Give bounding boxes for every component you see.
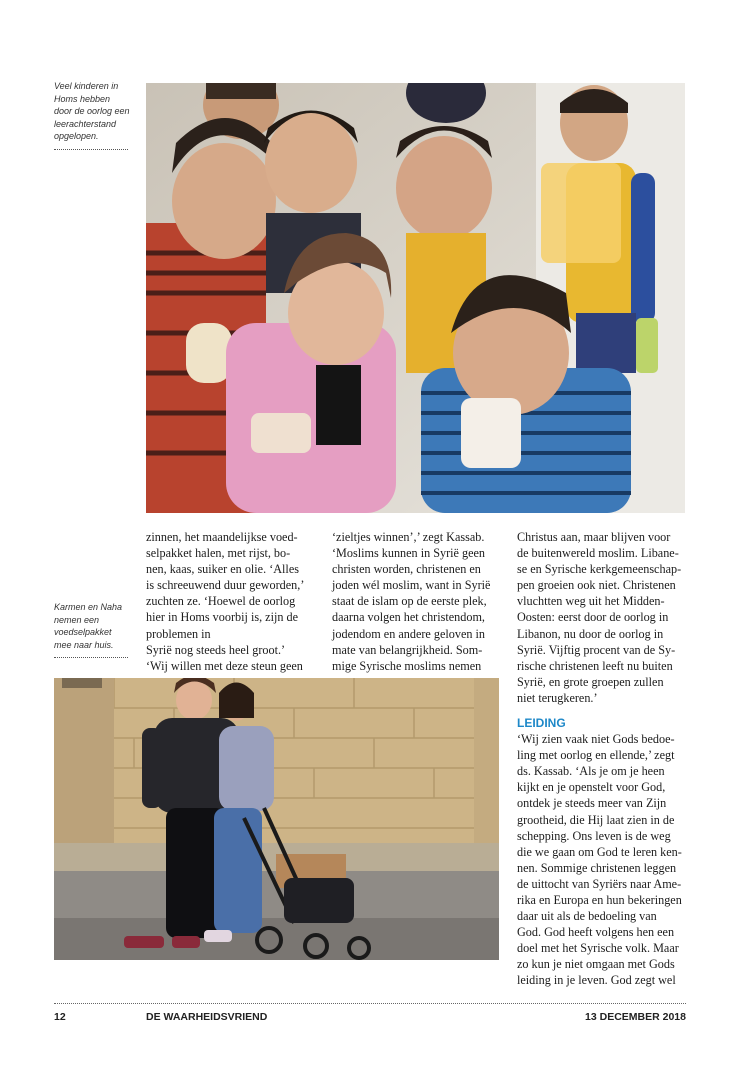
text-line: God. God heeft volgens hen een — [517, 925, 675, 940]
text-line: Oosten: eerst door de oorlog in — [517, 610, 669, 625]
text-line: staat de islam op de eerste plek, — [332, 594, 487, 609]
text-line: mige Syrische moslims nemen — [332, 658, 482, 673]
text-line: problemen in — [146, 626, 211, 641]
text-line: ds. Kassab. ‘Als je om je heen — [517, 764, 665, 779]
text-line: vluchtten weg uit het Midden- — [517, 594, 665, 609]
text-line: christen worden, christenen en — [332, 562, 481, 577]
text-line: daarna volgen het christendom, — [332, 610, 485, 625]
text-line: rika en Europa en hun bekeringen — [517, 892, 682, 907]
text-line: de uittocht van Syriërs naar Ame- — [517, 876, 682, 891]
children-photo — [146, 83, 685, 513]
text-line: ‘Moslims kunnen in Syrië geen — [332, 546, 486, 561]
text-line: zuchten ze. ‘Hoewel de oorlog — [146, 594, 296, 609]
text-line: niet terugkeren.’ — [517, 690, 598, 705]
text-line: ontdek je steeds meer van Zijn — [517, 796, 667, 811]
text-line: jodendom en andere geloven in — [332, 626, 485, 641]
text-line: Libanon, nu door de oorlog in — [517, 626, 664, 641]
text-line: die we gaan om God te leren ken- — [517, 844, 682, 859]
caption-text: Karmen en Naha nemen een voedselpakket mee naar huis. — [54, 602, 123, 650]
text-line: schepping. Ons leven is de weg — [517, 828, 671, 843]
article-column-2 — [332, 529, 490, 674]
text-line: mate van belangrijkheid. Som- — [332, 642, 483, 657]
text-line: ling met oorlog en ellende,’ zegt — [517, 748, 675, 763]
article-column-3 — [517, 529, 682, 989]
text-line: is schreeuwend duur geworden,’ — [146, 578, 305, 593]
text-line: ‘Wij willen met deze steun geen — [146, 658, 303, 673]
caption-divider — [54, 149, 128, 150]
text-line: ‘zieltjes winnen’,’ zegt Kassab. — [332, 530, 485, 544]
text-line: de buitenwereld moslim. Libane- — [517, 546, 679, 561]
text-line: zo kun je niet omgaan met Gods — [517, 957, 675, 972]
issue-date: 13 DECEMBER 2018 — [585, 1011, 686, 1023]
text-line: nen. Sommige christenen leggen — [517, 860, 677, 875]
photo-caption-children — [54, 80, 130, 150]
text-line: hier in Homs voorbij is, zijn de — [146, 610, 298, 625]
women-photo — [54, 678, 499, 960]
text-line: Syrië nog steeds heel groot.’ — [146, 642, 286, 657]
text-line: kijkt en je openstelt voor God, — [517, 780, 666, 795]
photo-caption-women — [54, 601, 130, 658]
women-illustration — [54, 678, 499, 960]
text-line: grootheid, die Hij laat zien in de — [517, 812, 675, 827]
caption-divider — [54, 657, 128, 658]
text-line: zinnen, het maandelijkse voed- — [146, 530, 298, 544]
text-line: leiding in je leven. God zegt wel — [517, 973, 676, 988]
publication-name: DE WAARHEIDSVRIEND — [146, 1011, 268, 1023]
text-line: Christus aan, maar blijven voor — [517, 530, 671, 544]
page-number: 12 — [54, 1011, 66, 1023]
text-line: doel met het Syrische volk. Maar — [517, 941, 679, 956]
article-column-1 — [146, 529, 304, 674]
text-line: Syrië, en grote groepen zullen — [517, 674, 664, 689]
text-line: selpakket halen, met rijst, bo- — [146, 546, 291, 561]
text-line: rische christenen leeft nu buiten — [517, 658, 673, 673]
children-illustration — [146, 83, 685, 513]
text-line: nen, kaas, suiker en olie. ‘Alles — [146, 562, 299, 577]
caption-text: Veel kinderen in Homs hebben door de oorlog een leerachterstand opgelopen. — [54, 81, 130, 141]
text-line: daar uit als de bedoeling van — [517, 909, 657, 924]
text-line: Syrië. Vijftig procent van de Sy- — [517, 642, 676, 657]
footer-divider — [54, 1003, 686, 1004]
text-line: ‘Wij zien vaak niet Gods bedoe- — [517, 732, 675, 747]
text-line: se en Syrische kerkgemeenschap- — [517, 562, 682, 577]
text-line: joden wél moslim, want in Syrië — [332, 578, 491, 593]
text-line: pen groeien ook niet. Christenen — [517, 578, 676, 593]
section-heading: LEIDING — [517, 716, 566, 731]
